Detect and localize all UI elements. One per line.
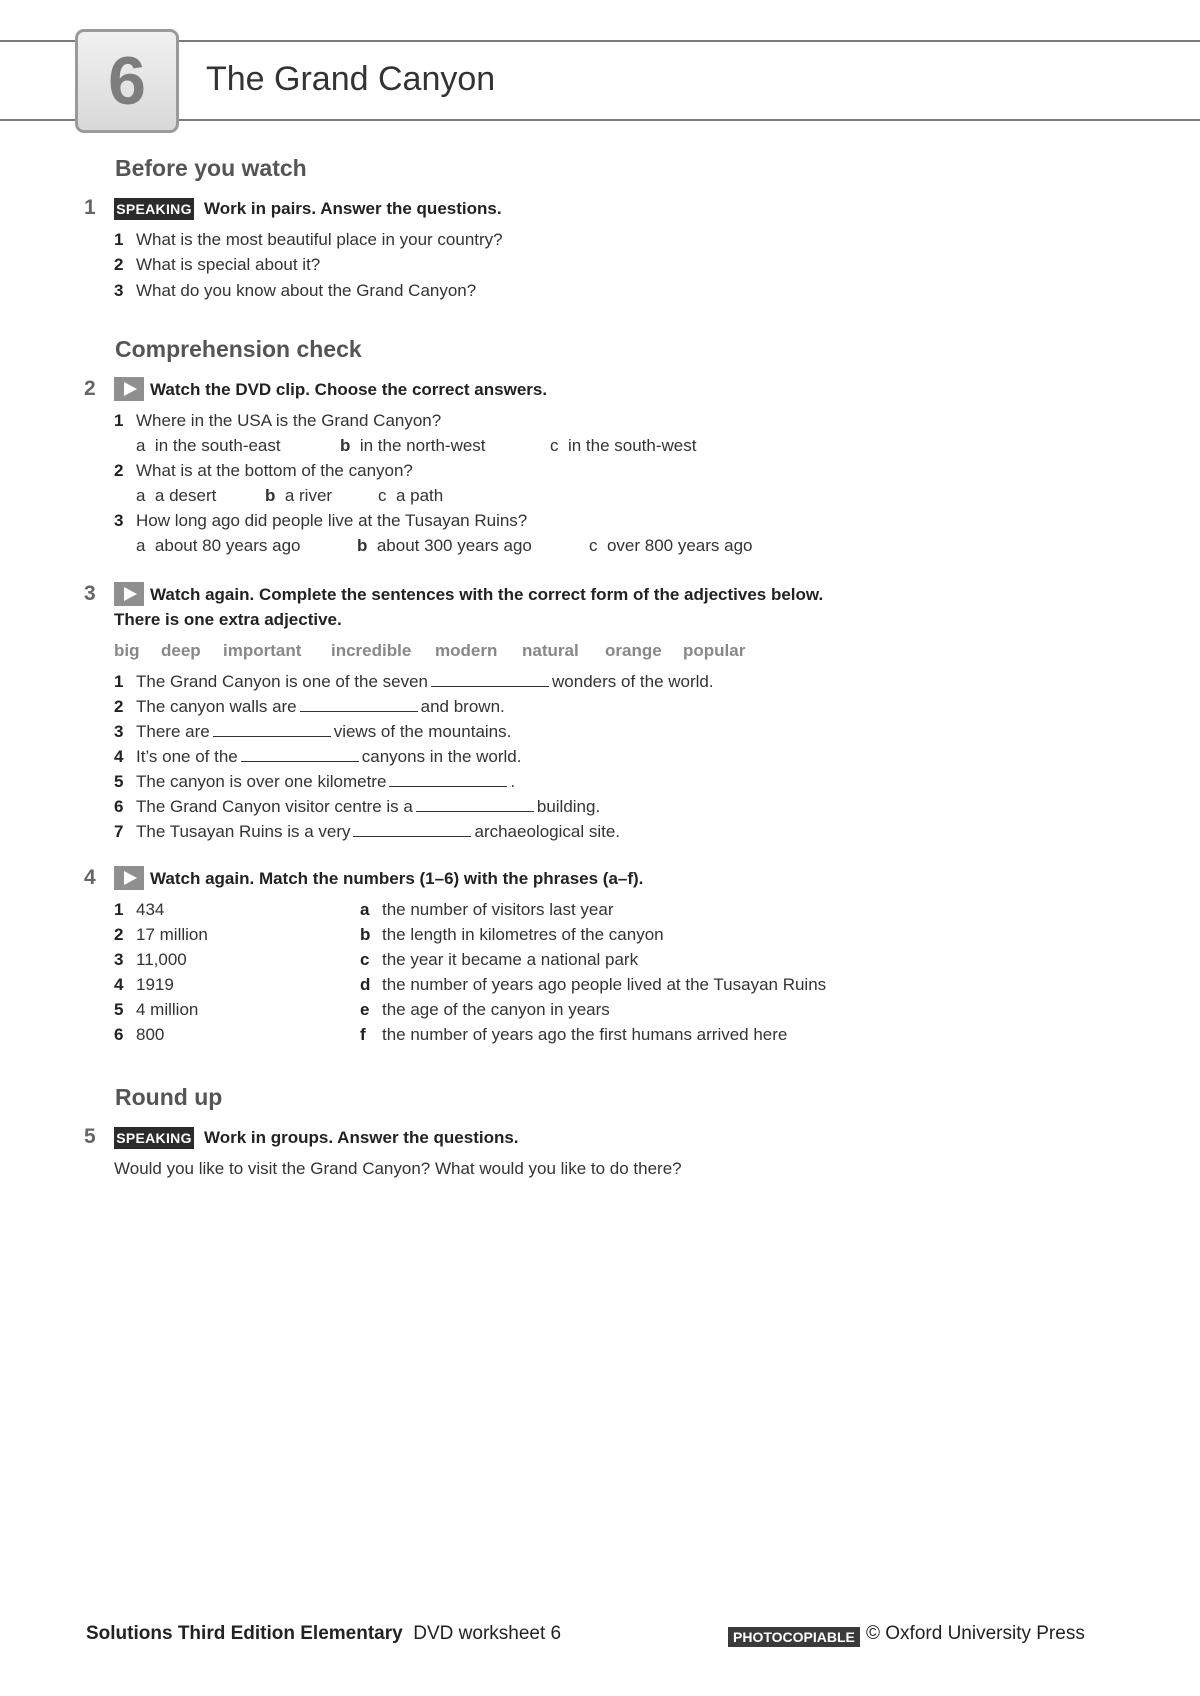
option-letter: b	[265, 486, 276, 505]
gap-sentence	[136, 697, 505, 717]
exercise-3-instruction-extra: There is one extra adjective.	[114, 610, 342, 629]
answer-blank[interactable]	[241, 747, 359, 762]
word-bank-item: important	[223, 641, 302, 660]
match-letter: e	[360, 1000, 370, 1019]
section-title-roundup: Round up	[115, 1084, 223, 1110]
answer-options	[136, 536, 300, 556]
option-letter: b	[340, 436, 351, 455]
sentence-end: building.	[536, 797, 601, 816]
question-number: 3	[114, 281, 124, 300]
photocopiable-badge: PHOTOCOPIABLE	[728, 1627, 860, 1647]
exercise-4-instruction: Watch again. Match the numbers (1–6) with the phrases (a–f).	[150, 869, 644, 888]
sentence-number: 3	[114, 722, 124, 741]
option-letter: a	[136, 486, 146, 505]
answer-options	[340, 436, 486, 456]
sentence-start: The Grand Canyon visitor centre is a	[136, 797, 413, 816]
match-value: 434	[136, 900, 165, 919]
answer-options	[357, 536, 532, 556]
worksheet-label: DVD worksheet 6	[413, 1623, 562, 1644]
word-bank-item: big	[114, 641, 140, 660]
question-text: Where in the USA is the Grand Canyon?	[136, 411, 442, 430]
sentence-end: .	[510, 772, 516, 791]
speaking-badge: SPEAKING	[114, 198, 194, 220]
answer-options	[136, 486, 216, 506]
word-bank-item: incredible	[331, 641, 412, 660]
answer-blank[interactable]	[389, 772, 507, 787]
book-title: Solutions Third Edition Elementary	[86, 1623, 403, 1644]
sentence-start: The canyon walls are	[136, 697, 297, 716]
question-text: What is at the bottom of the canyon?	[136, 461, 413, 480]
option-text: in the south-west	[567, 436, 697, 455]
sentence-end: wonders of the world.	[552, 672, 714, 691]
match-value: 800	[136, 1025, 165, 1044]
match-number: 1	[114, 900, 124, 919]
option-letter: c	[378, 486, 387, 505]
sentence-number: 7	[114, 822, 124, 841]
answer-blank[interactable]	[416, 797, 534, 812]
footer-book-info	[86, 1623, 561, 1645]
question-number: 1	[114, 411, 124, 430]
sentence-end: canyons in the world.	[361, 747, 522, 766]
match-phrase: the age of the canyon in years	[382, 1000, 610, 1019]
match-phrase: the year it became a national park	[382, 950, 639, 969]
gap-sentence	[136, 797, 600, 817]
question-number: 3	[114, 511, 124, 530]
sentence-start: The canyon is over one kilometre	[136, 772, 387, 791]
match-letter: c	[360, 950, 370, 969]
word-bank-item: popular	[683, 641, 746, 660]
match-number: 4	[114, 975, 124, 994]
gap-sentence	[136, 772, 515, 792]
header-bottom-rule	[0, 119, 1200, 121]
sentence-start: There are	[136, 722, 210, 741]
match-letter: a	[360, 900, 370, 919]
header-top-rule	[0, 40, 1200, 42]
match-letter: f	[360, 1025, 366, 1044]
option-text: a path	[395, 486, 444, 505]
answer-blank[interactable]	[353, 822, 471, 837]
option-text: in the north-west	[359, 436, 486, 455]
answer-blank[interactable]	[213, 722, 331, 737]
sentence-number: 6	[114, 797, 124, 816]
answer-options	[136, 436, 281, 456]
gap-sentence	[136, 747, 521, 767]
sentence-end: archaeological site.	[474, 822, 621, 841]
exercise-3-instruction: Watch again. Complete the sentences with the correct form of the adjectives below.	[150, 585, 824, 604]
gap-sentence	[136, 672, 714, 692]
answer-options	[265, 486, 332, 506]
match-value: 1919	[136, 975, 174, 994]
match-number: 6	[114, 1025, 124, 1044]
question-text: What do you know about the Grand Canyon?	[136, 281, 477, 300]
gap-sentence	[136, 822, 620, 842]
sentence-number: 5	[114, 772, 124, 791]
match-number: 3	[114, 950, 124, 969]
question-text: What is special about it?	[136, 255, 321, 274]
option-letter: a	[136, 536, 146, 555]
word-bank-item: natural	[522, 641, 579, 660]
play-icon	[114, 866, 144, 890]
match-number: 2	[114, 925, 124, 944]
word-bank-item: orange	[605, 641, 662, 660]
option-text: in the south-east	[154, 436, 281, 455]
exercise-1-instruction: Work in pairs. Answer the questions.	[204, 199, 502, 218]
match-phrase: the length in kilometres of the canyon	[382, 925, 664, 944]
word-bank-item: deep	[161, 641, 201, 660]
answer-options	[378, 486, 443, 506]
answer-options	[589, 536, 753, 556]
sentence-number: 4	[114, 747, 124, 766]
page-title: The Grand Canyon	[206, 60, 496, 98]
option-letter: b	[357, 536, 368, 555]
exercise-5-number: 5	[84, 1125, 96, 1148]
match-phrase: the number of visitors last year	[382, 900, 614, 919]
sentence-number: 2	[114, 697, 124, 716]
play-icon	[114, 377, 144, 401]
option-letter: c	[550, 436, 559, 455]
match-phrase: the number of years ago the first humans arrived here	[382, 1025, 788, 1044]
sentence-start: The Tusayan Ruins is a very	[136, 822, 351, 841]
publisher-credit: © Oxford University Press	[866, 1623, 1085, 1644]
match-phrase: the number of years ago people lived at the Tusayan Ruins	[382, 975, 827, 994]
answer-blank[interactable]	[431, 672, 549, 687]
option-text: over 800 years ago	[606, 536, 753, 555]
option-text: a desert	[154, 486, 217, 505]
exercise-4-number: 4	[84, 866, 96, 889]
exercise-2-number: 2	[84, 377, 96, 400]
question-text: What is the most beautiful place in your country?	[136, 230, 503, 249]
match-letter: b	[360, 925, 371, 944]
section-title-comprehension: Comprehension check	[115, 336, 362, 362]
section-title-before: Before you watch	[115, 155, 307, 181]
option-letter: c	[589, 536, 598, 555]
answer-options	[550, 436, 696, 456]
option-text: about 80 years ago	[154, 536, 301, 555]
exercise-2-instruction: Watch the DVD clip. Choose the correct answers.	[150, 380, 548, 399]
option-text: a river	[284, 486, 333, 505]
option-text: about 300 years ago	[376, 536, 532, 555]
exercise-1-number: 1	[84, 196, 96, 219]
exercise-3-number: 3	[84, 582, 96, 605]
option-letter: a	[136, 436, 146, 455]
speaking-badge: SPEAKING	[114, 1127, 194, 1149]
match-letter: d	[360, 975, 371, 994]
sentence-start: It’s one of the	[136, 747, 238, 766]
sentence-end: and brown.	[420, 697, 505, 716]
match-number: 5	[114, 1000, 124, 1019]
sentence-end: views of the mountains.	[333, 722, 512, 741]
unit-number: 6	[108, 43, 146, 119]
exercise-5-text: Would you like to visit the Grand Canyon? What would you like to do there?	[114, 1159, 682, 1178]
question-number: 2	[114, 461, 124, 480]
match-value: 4 million	[136, 1000, 199, 1019]
gap-sentence	[136, 722, 511, 742]
match-value: 17 million	[136, 925, 208, 944]
sentence-number: 1	[114, 672, 124, 691]
unit-number-box	[75, 29, 179, 133]
sentence-start: The Grand Canyon is one of the seven	[136, 672, 429, 691]
word-bank-item: modern	[435, 641, 498, 660]
question-text: How long ago did people live at the Tusayan Ruins?	[136, 511, 528, 530]
question-number: 1	[114, 230, 124, 249]
answer-blank[interactable]	[300, 697, 418, 712]
exercise-5-instruction: Work in groups. Answer the questions.	[204, 1128, 519, 1147]
question-number: 2	[114, 255, 124, 274]
match-value: 11,000	[136, 950, 187, 969]
play-icon	[114, 582, 144, 606]
